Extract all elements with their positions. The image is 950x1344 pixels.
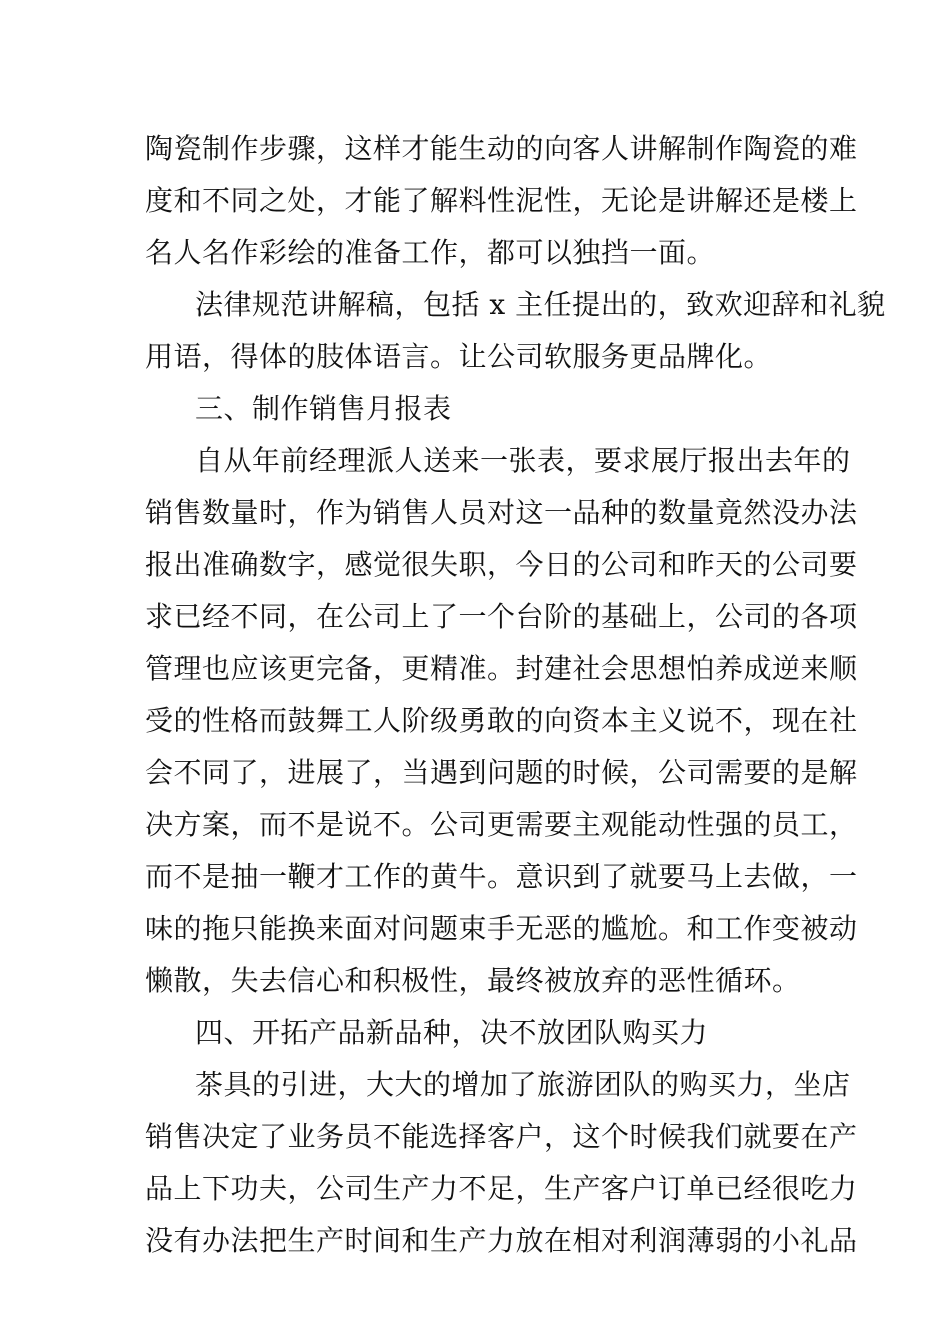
paragraph-line: 用语，得体的肢体语言。让公司软服务更品牌化。 [145,340,773,373]
paragraph-line: 而不是抽一鞭才工作的黄牛。意识到了就要马上去做，一 [145,860,858,893]
paragraph-line: 品上下功夫，公司生产力不足，生产客户订单已经很吃力 [145,1172,858,1205]
paragraph-line: 陶瓷制作步骤，这样才能生动的向客人讲解制作陶瓷的难 [145,132,858,165]
paragraph-line: 销售数量时，作为销售人员对这一品种的数量竟然没办法 [145,496,858,529]
paragraph-line: 味的拖只能换来面对问题束手无恶的尴尬。和工作变被动 [145,912,858,945]
paragraph-line: 销售决定了业务员不能选择客户，这个时候我们就要在产 [145,1120,858,1153]
paragraph-line: 管理也应该更完备，更精准。封建社会思想怕养成逆来顺 [145,652,858,685]
paragraph-line: 茶具的引进，大大的增加了旅游团队的购买力，坐店 [195,1068,851,1101]
paragraph-line: 懒散，失去信心和积极性，最终被放弃的恶性循环。 [145,964,801,997]
section-heading: 四、开拓产品新品种，决不放团队购买力 [195,1016,709,1049]
paragraph-line: 没有办法把生产时间和生产力放在相对利润薄弱的小礼品 [145,1224,858,1257]
document-body [145,123,886,1267]
paragraph-line: 求已经不同，在公司上了一个台阶的基础上，公司的各项 [145,600,858,633]
paragraph-line: 度和不同之处，才能了解料性泥性，无论是讲解还是楼上 [145,184,858,217]
paragraph-line: 名人名作彩绘的准备工作，都可以独挡一面。 [145,236,716,269]
paragraph-line: 会不同了，进展了，当遇到问题的时候，公司需要的是解 [145,756,858,789]
paragraph-line: 报出准确数字，感觉很失职，今日的公司和昨天的公司要 [145,548,858,581]
paragraph-line: 决方案，而不是说不。公司更需要主观能动性强的员工， [145,808,858,841]
paragraph-line: 受的性格而鼓舞工人阶级勇敢的向资本主义说不，现在社 [145,704,858,737]
section-heading: 三、制作销售月报表 [195,392,452,425]
paragraph-line: 法律规范讲解稿，包括 x 主任提出的，致欢迎辞和礼貌 [195,288,886,321]
paragraph-line: 自从年前经理派人送来一张表，要求展厅报出去年的 [195,444,851,477]
